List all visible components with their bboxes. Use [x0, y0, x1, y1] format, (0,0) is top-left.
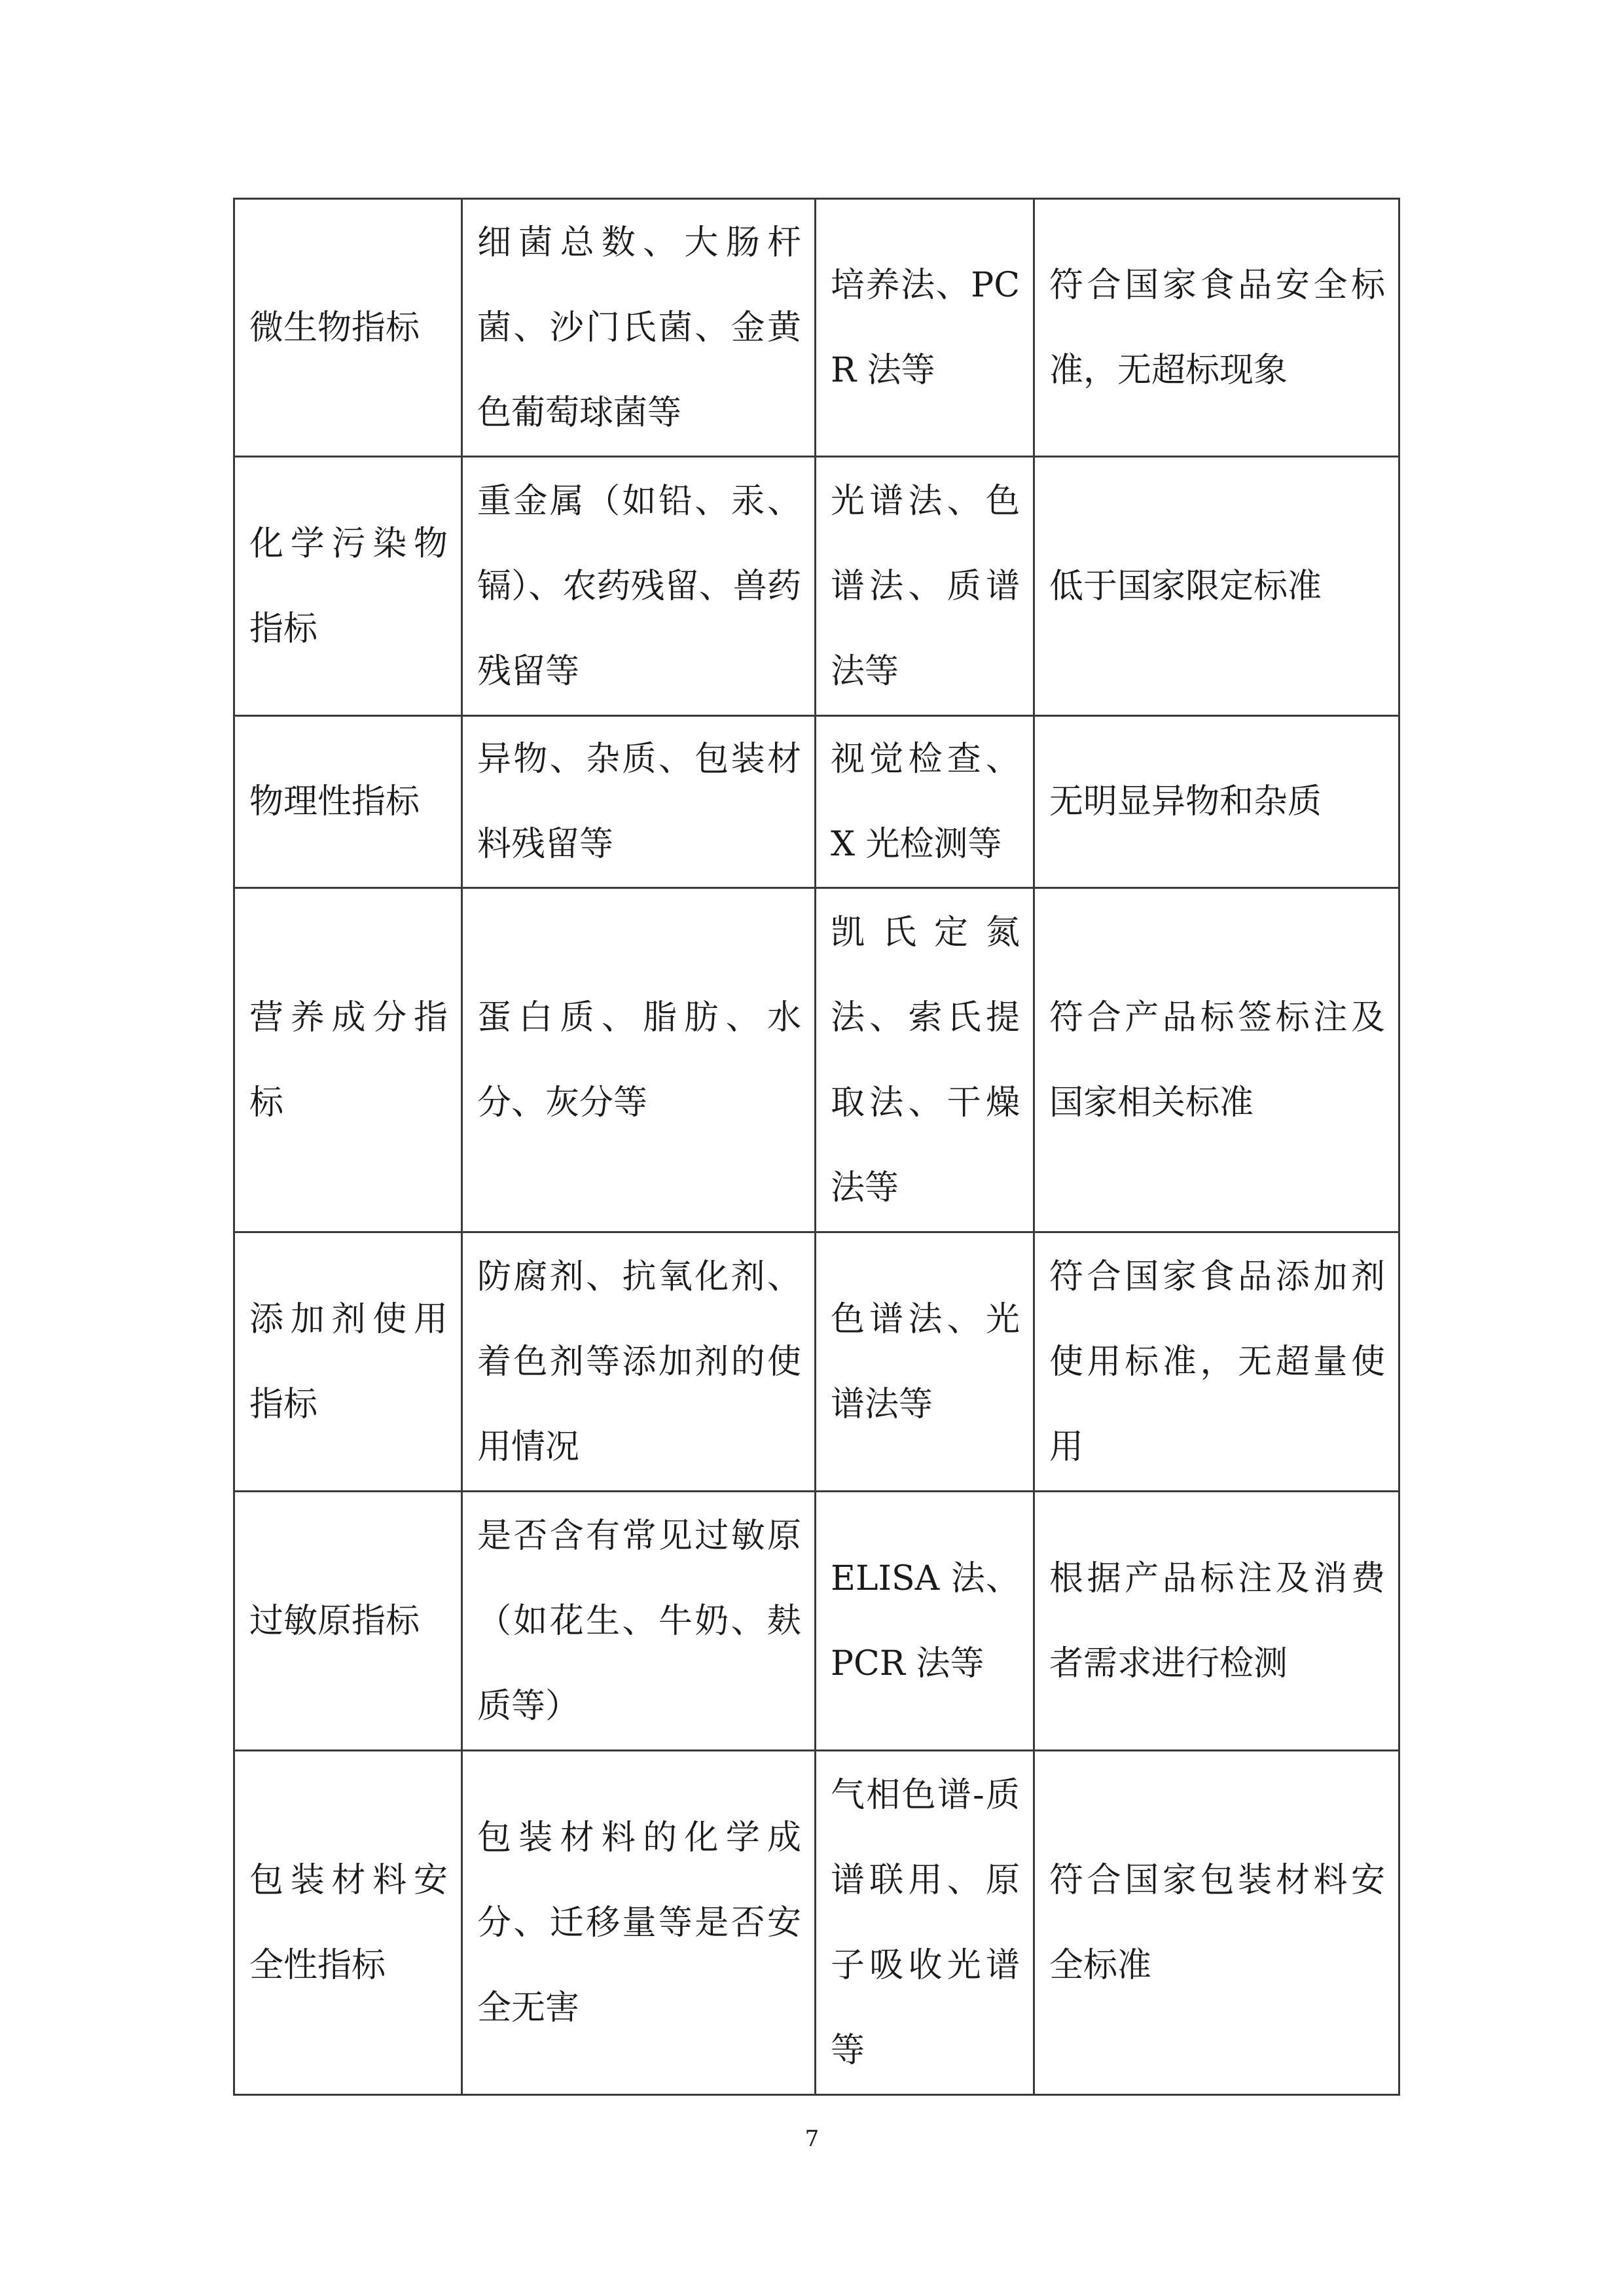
- indicator-cell: 添加剂使用指标: [234, 1232, 462, 1492]
- table-row: [234, 1492, 1399, 1751]
- standard-cell: 符合国家包装材料安全标准: [1034, 1751, 1399, 2095]
- method-cell: 气相色谱-质谱联用、原子吸收光谱等: [816, 1751, 1034, 2095]
- method-cell: 培养法、PCR 法等: [816, 199, 1034, 457]
- standard-cell: 低于国家限定标准: [1034, 457, 1399, 716]
- standard-cell: 无明显异物和杂质: [1034, 716, 1399, 888]
- table-row: [234, 1751, 1399, 2095]
- items-cell: 异物、杂质、包装材料残留等: [462, 716, 816, 888]
- items-cell: 包装材料的化学成分、迁移量等是否安全无害: [462, 1751, 816, 2095]
- method-cell: ELISA 法、PCR 法等: [816, 1492, 1034, 1751]
- page-number: 7: [804, 2126, 820, 2152]
- indicator-cell: 包装材料安全性指标: [234, 1751, 462, 2095]
- table-row: [234, 199, 1399, 457]
- standard-cell: 符合国家食品安全标准，无超标现象: [1034, 199, 1399, 457]
- table-row: [234, 457, 1399, 716]
- indicator-cell: 化学污染物指标: [234, 457, 462, 716]
- method-cell: 光谱法、色谱法、质谱法等: [816, 457, 1034, 716]
- standard-cell: 符合国家食品添加剂使用标准，无超量使用: [1034, 1232, 1399, 1492]
- items-cell: 防腐剂、抗氧化剂、着色剂等添加剂的使用情况: [462, 1232, 816, 1492]
- items-cell: 重金属（如铅、汞、镉）、农药残留、兽药残留等: [462, 457, 816, 716]
- method-cell: 色谱法、光谱法等: [816, 1232, 1034, 1492]
- table-row: [234, 716, 1399, 888]
- items-cell: 是否含有常见过敏原（如花生、牛奶、麸质等）: [462, 1492, 816, 1751]
- indicator-cell: 过敏原指标: [234, 1492, 462, 1751]
- items-cell: 细菌总数、大肠杆菌、沙门氏菌、金黄色葡萄球菌等: [462, 199, 816, 457]
- method-cell: 视觉检查、X 光检测等: [816, 716, 1034, 888]
- table-row: [234, 888, 1399, 1232]
- standard-cell: 符合产品标签标注及国家相关标准: [1034, 888, 1399, 1232]
- indicator-cell: 微生物指标: [234, 199, 462, 457]
- indicator-cell: 物理性指标: [234, 716, 462, 888]
- quality-indicator-table: [233, 198, 1400, 2096]
- table-row: [234, 1232, 1399, 1492]
- standard-cell: 根据产品标注及消费者需求进行检测: [1034, 1492, 1399, 1751]
- indicator-cell: 营养成分指标: [234, 888, 462, 1232]
- method-cell: 凯氏定氮法、索氏提取法、干燥法等: [816, 888, 1034, 1232]
- items-cell: 蛋白质、脂肪、水分、灰分等: [462, 888, 816, 1232]
